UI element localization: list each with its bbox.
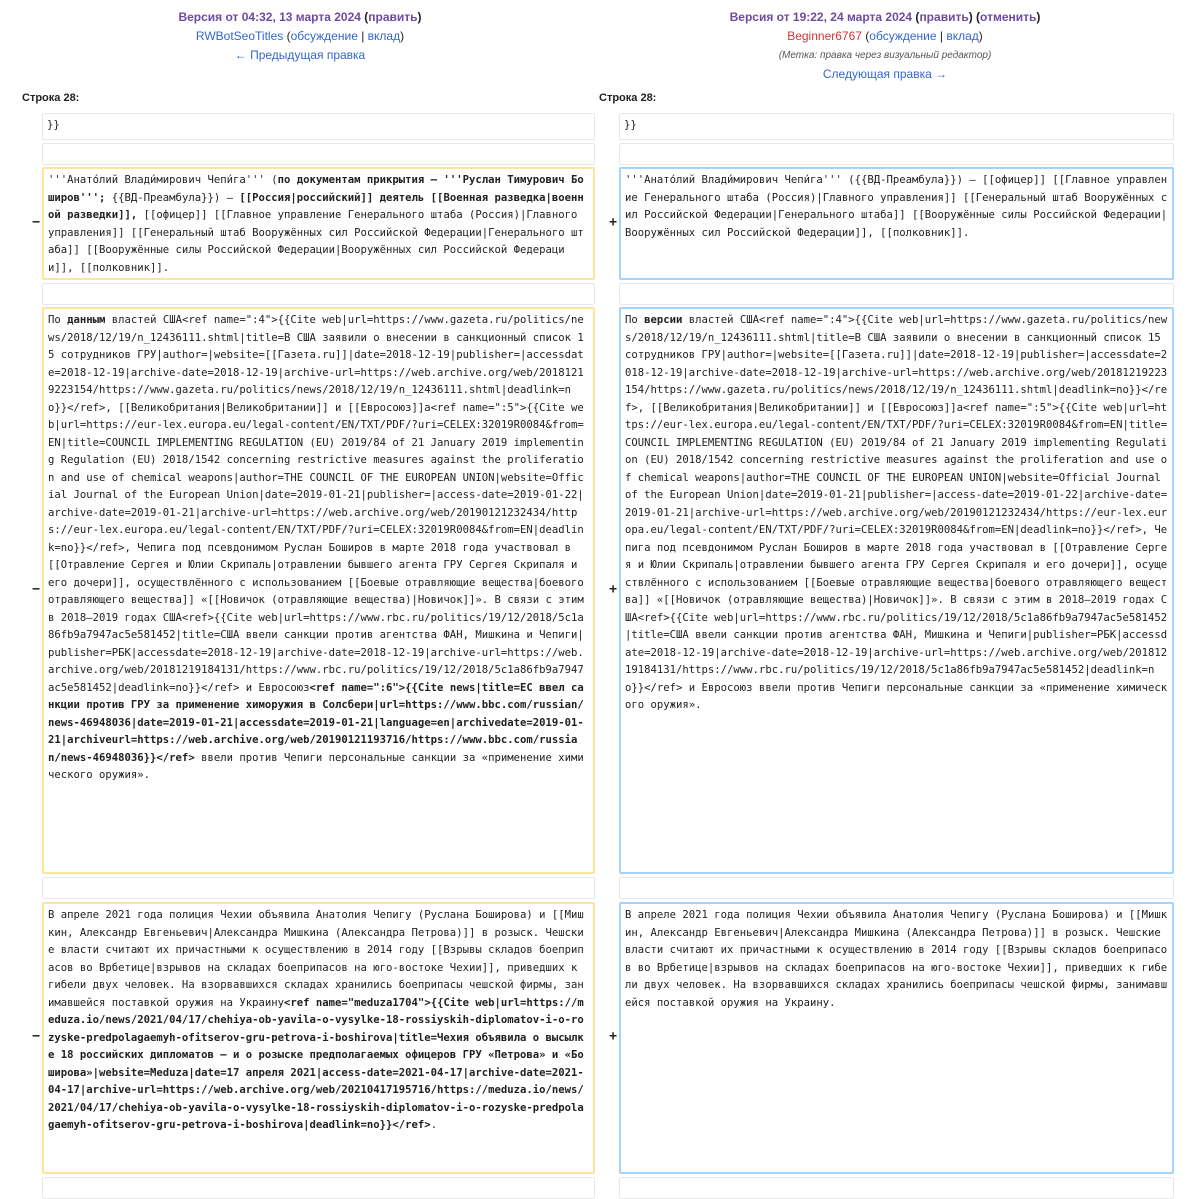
diff-added-line <box>619 167 1174 280</box>
diff-deleted-line <box>42 902 595 1174</box>
unchanged-text: По <box>48 314 68 326</box>
diff-empty-left <box>42 1177 595 1199</box>
diff-minus-marker: − <box>32 1029 40 1044</box>
diff-added-line <box>619 307 1174 874</box>
unchanged-text: В апреле 2021 года полиция Чехии объявила Анатолия Чепигу (Руслана Боширова) и [[Мишкин, Александр Евгеньевич|Александра Мишкина (Александра Петрова)]] в розыск. Чешские власти считают их причастными к осуществлению в 2014 году [[Взрывы складов боеприпасов во Врбетице|взрывов на складах боеприпасов на юго-востоке Чехии]], приведших к гибели двух человек. На взорвавшихся складах хранились боеприпасы чешской фирмы, занимавшейся поставкой оружия на Украину. <box>625 909 1168 1009</box>
diff-empty-right <box>619 877 1174 899</box>
diff-context-right <box>619 113 1174 140</box>
changed-text: по документам прикрытия — '''Руслан Тимурович Боширов'''; <box>48 174 584 204</box>
changed-text: версии <box>644 314 683 326</box>
undo-link[interactable]: отменить <box>980 10 1037 24</box>
diff-minus-marker: − <box>32 581 40 597</box>
right-user-link[interactable]: Beginner6767 <box>787 29 862 43</box>
context-text: }} <box>47 119 60 131</box>
paren-open: ( <box>364 10 369 24</box>
unchanged-text: '''Анато́лий Влади́мирович Чепи́га''' ( <box>48 174 278 186</box>
unchanged-text: [[офицер]] [[Главное управление Генерального штаба (Россия)|Главного управления]] [[Генеральный штаб Вооружённых сил Российской Федерации|Генерального штаба]] [[Вооружённые силы Российской Федерации|Вооружённых сил Российской Федерации]], [[полковник]]. <box>48 209 584 274</box>
left-version-link[interactable]: Версия от 04:32, 13 марта 2024 <box>178 10 361 24</box>
left-user-link[interactable]: RWBotSeoTitles <box>195 29 284 43</box>
left-version-line <box>0 8 600 27</box>
unchanged-text: ввели против Чепиги персональные санкции за «применение химического оружия». <box>48 751 584 781</box>
diff-empty-left <box>42 143 595 165</box>
diff-empty-right <box>619 143 1174 165</box>
right-contribs-link[interactable]: вклад <box>946 29 979 43</box>
diff-empty-left <box>42 877 595 899</box>
diff-deleted-line <box>42 167 595 280</box>
diff-plus-marker: + <box>609 214 617 230</box>
changed-text: <ref name=":6">{{Cite news|title=ЕС ввел санкции против ГРУ за применение химоружия в Солсбери|url=https://www.bbc.com/russian/news-46948036|date=2019-01-21|accessdate=2019-01-21|language=en|archivedate=2019-01-21|archiveurl=https://web.archive.org/web/20190121193716/https://www.bbc.com/russian/news-46948036}}</ref> <box>48 681 584 764</box>
diff-plus-marker: + <box>609 1029 617 1044</box>
unchanged-text: По <box>625 314 645 326</box>
right-user-line: Beginner6767 (обсуждение | вклад) <box>787 29 983 43</box>
changed-text: <ref name="meduza1704">{{Cite web|url=https://meduza.io/news/2021/04/17/chehiya-ob-yavila-o-vysylke-18-rossiyskih-diplomatov-i-o-rozyske-predpolagaemyh-ofitserov-gru-petrova-i-boshirova|title=Чехия объявила о высылке 18 российских дипломатов — и о розыске предполагаемых офицеров ГРУ «Петрова» и «Боширова»|website=Meduza|date=17 апреля 2021|access-date=2021-04-17|archive-date=2021-04-17|archive-url=https://web.archive.org/web/20210417195716/https://meduza.io/news/2021/04/17/chehiya-ob-yavila-o-vysylke-18-rossiyskih-diplomatov-i-o-rozyske-predpolagaemyh-ofitserov-gru-petrova-i-boshirova|deadlink=no}}</ref> <box>48 996 584 1131</box>
diff-minus-marker: − <box>32 214 40 230</box>
left-talk-link[interactable]: обсуждение <box>290 29 358 43</box>
unchanged-text: {{ВД-Преамбула}}) — <box>111 191 240 204</box>
right-line-number: Строка 28: <box>599 92 657 104</box>
unchanged-text: . <box>430 1119 438 1131</box>
unchanged-text: '''Анато́лий Влади́мирович Чепи́га''' ({{ВД-Преамбула}}) — [[офицер]] [[Главное управление Генерального штаба (Россия)|Главного управления]] [[Генеральный штаб Вооружённых сил Российской Федерации|Генерального штаба]] [[Вооружённые силы Российской Федерации|Вооружённых сил Российской Федерации]], [[полковник]]. <box>625 174 1168 239</box>
right-edit-link[interactable]: править <box>919 10 969 24</box>
left-edit-link[interactable]: править <box>368 10 418 24</box>
left-contribs-link[interactable]: вклад <box>367 29 401 43</box>
changed-text: данным <box>67 314 106 326</box>
unchanged-text: В апреле 2021 года полиция Чехии объявила Анатолия Чепигу (Руслана Боширова) и [[Мишкин, Александр Евгеньевич|Александра Мишкина (Александра Петрова)]] в розыск. Чешские власти считают их причастными к осуществлению в 2014 году [[Взрывы складов боеприпасов во Врбетице|взрывов на складах боеприпасов на юго-востоке Чехии]], приведших к гибели двух человек. На взорвавшихся складах хранились боеприпасы чешской фирмы, занимавшейся поставкой оружия на Украину <box>48 909 584 1009</box>
diff-context-left <box>42 113 595 140</box>
diff-empty-right <box>619 1177 1174 1199</box>
changed-text: [[Россия|российский]] деятель [[Военная разведка|военной разведки]], <box>48 191 584 221</box>
next-edit-link[interactable]: Следующая правка → <box>822 67 948 81</box>
diff-empty-right <box>619 283 1174 305</box>
diff-deleted-line <box>42 307 595 874</box>
paren-close: ) <box>417 10 422 24</box>
right-talk-link[interactable]: обсуждение <box>869 29 937 43</box>
edit-tag: (Метка: правка через визуальный редактор) <box>778 50 992 61</box>
unchanged-text: властей США<ref name=":4">{{Cite web|url=https://www.gazeta.ru/politics/news/2018/12/19/n_12436111.shtml|title=В США заявили о внесении в санкционный список 15 сотрудников ГРУ|author=|website=[[Газета.ru]]|date=2018-12-19|publisher=|accessdate=2018-12-19|archive-date=2018-12-19|archive-url=https://web.archive.org/web/20181219223154/https://www.gazeta.ru/politics/news/2018/12/19/n_12436111.shtml|deadlink=no}}</ref>, [[Великобритания|Великобритании]] и [[Евросоюз]]a<ref name=":5">{{Cite web|url=https://eur-lex.europa.eu/legal-content/EN/TXT/PDF/?uri=CELEX:32019R0084&from=EN|title=COUNCIL IMPLEMENTING REGULATION (EU) 2019/84 of 21 January 2019 implementing Regulation (EU) 2018/1542 concerning restrictive measures against the proliferation and use of chemical weapons|author=THE COUNCIL OF THE EUROPEAN UNION|website=Official Journal of the European Union|date=2019-01-21|publisher=|access-date=2019-01-22|archive-date=2019-01-21|archive-url=https://web.archive.org/web/20190121232434/https://eur-lex.europa.eu/legal-content/EN/TXT/PDF/?uri=CELEX:32019R0084&from=EN|deadlink=no}}</ref>, Чепига под псевдонимом Руслан Боширов в марте 2018 года участвовал в [[Отравление Сергея и Юлии Скрипаль|отравлении бывшего агента ГРУ Сергея Скрипаля и его дочери]], осуществлённого с использованием [[Боевые отравляющие вещества|боевого отравляющего вещества]] «[[Новичок (отравляющие вещества)|Новичок]]». В связи с этим в 2018—2019 годах США<ref>{{Cite web|url=https://www.rbc.ru/politics/19/12/2018/5c1a86fb9a7947ac5e581452|title=США ввели санкции против агентства ФАН, Мишкина и Чепиги|publisher=РБК|accessdate=2018-12-19|archive-date=2018-12-19|archive-url=https://web.archive.org/web/20181219184131/https://www.rbc.ru/politics/19/12/2018/5c1a86fb9a7947ac5e581452|deadlink=no}}</ref> и Евросоюз <box>48 314 591 694</box>
diff-empty-left <box>42 283 595 305</box>
right-version-link[interactable]: Версия от 19:22, 24 марта 2024 <box>729 10 913 24</box>
diff-added-line <box>619 902 1174 1174</box>
left-line-number: Строка 28: <box>22 92 80 104</box>
left-user-line: RWBotSeoTitles (обсуждение | вклад) <box>195 29 405 43</box>
right-version-line: Версия от 19:22, 24 марта 2024 (править) (отменить) <box>729 10 1041 24</box>
previous-edit-link[interactable]: ← Предыдущая правка <box>234 48 366 62</box>
diff-plus-marker: + <box>609 581 617 597</box>
right-revision-header <box>585 8 1185 84</box>
unchanged-text: властей США<ref name=":4">{{Cite web|url=https://www.gazeta.ru/politics/news/2018/12/19/n_12436111.shtml|title=В США заявили о внесении в санкционный список 15 сотрудников ГРУ|author=|website=[[Газета.ru]]|date=2018-12-19|publisher=|accessdate=2018-12-19|archive-date=2018-12-19|archive-url=https://web.archive.org/web/20181219223154/https://www.gazeta.ru/politics/news/2018/12/19/n_12436111.shtml|deadlink=no}}</ref>, [[Великобритания|Великобритании]] и [[Евросоюз]]a<ref name=":5">{{Cite web|url=https://eur-lex.europa.eu/legal-content/EN/TXT/PDF/?uri=CELEX:32019R0084&from=EN|title=COUNCIL IMPLEMENTING REGULATION (EU) 2019/84 of 21 January 2019 implementing Regulation (EU) 2018/1542 concerning restrictive measures against the proliferation and use of chemical weapons|author=THE COUNCIL OF THE EUROPEAN UNION|website=Official Journal of the European Union|date=2019-01-21|publisher=|access-date=2019-01-22|archive-date=2019-01-21|archive-url=https://web.archive.org/web/20190121232434/https://eur-lex.europa.eu/legal-content/EN/TXT/PDF/?uri=CELEX:32019R0084&from=EN|deadlink=no}}</ref>, Чепига под псевдонимом Руслан Боширов в марте 2018 года участвовал в [[Отравление Сергея и Юлии Скрипаль|отравлении бывшего агента ГРУ Сергея Скрипаля и его дочери]], осуществлённого с использованием [[Боевые отравляющие вещества|боевого отравляющего вещества]] «[[Новичок (отравляющие вещества)|Новичок]]». В связи с этим в 2018—2019 годах США<ref>{{Cite web|url=https://www.rbc.ru/politics/19/12/2018/5c1a86fb9a7947ac5e581452|title=США ввели санкции против агентства ФАН, Мишкина и Чепиги|publisher=РБК|accessdate=2018-12-19|archive-date=2018-12-19|archive-url=https://web.archive.org/web/20181219184131/https://www.rbc.ru/politics/19/12/2018/5c1a86fb9a7947ac5e581452|deadlink=no}}</ref> и Евросоюз ввели против Чепиги персональные санкции за «применение химического оружия». <box>625 314 1168 711</box>
context-text: }} <box>624 119 637 131</box>
left-revision-header <box>0 8 600 65</box>
